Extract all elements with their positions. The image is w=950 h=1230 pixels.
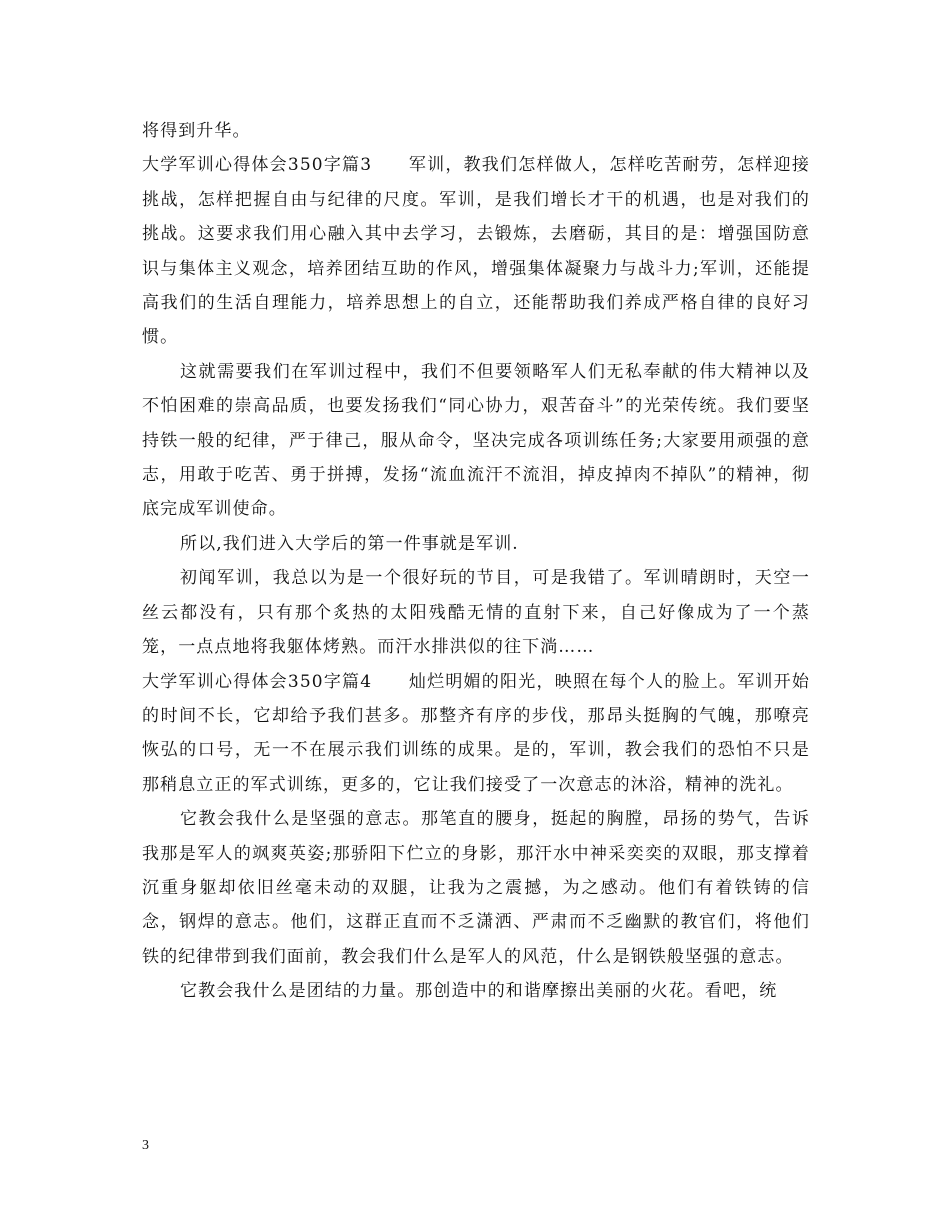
page-number: 3 (142, 1138, 149, 1153)
paragraph-6: 大学军训心得体会350字篇4 灿烂明媚的阳光，映照在每个人的脸上。军训开始的时间不长，它却给予我们甚多。那整齐有序的步伐，那昂头挺胸的气魄，那嘹亮恢弘的口号，无一不在展示我们训练的成果。是的，军训，教会我们的恐怕不只是那稍息立正的军式训练，更多的，它让我们接受了一次意志的沐浴，精神的洗礼。 (142, 671, 810, 795)
paragraph-8: 它教会我什么是团结的力量。那创造中的和谐摩擦出美丽的火花。看吧，统 (180, 981, 778, 1002)
paragraph-4: 所以,我们进入大学后的第一件事就是军训. (180, 533, 519, 554)
document-body (142, 114, 810, 1009)
paragraph-3: 这就需要我们在军训过程中，我们不但要领略军人们无私奉献的伟大精神以及不怕困难的崇高品质，也要发扬我们“同心协力，艰苦奋斗”的光荣传统。我们要坚持铁一般的纪律，严于律己，服从命令，坚决完成各项训练任务;大家要用顽强的意志，用敢于吃苦、勇于拼搏，发扬“流血流汗不流泪，掉皮掉肉不掉队”的精神，彻底完成军训使命。 (142, 361, 810, 520)
paragraph-2: 大学军训心得体会350字篇3 军训，教我们怎样做人，怎样吃苦耐劳，怎样迎接挑战，怎样把握自由与纪律的尺度。军训，是我们增长才干的机遇，也是对我们的挑战。这要求我们用心融入其中去学习，去锻炼，去磨砺，其目的是：增强国防意识与集体主义观念，培养团结互助的作风，增强集体凝聚力与战斗力;军训，还能提高我们的生活自理能力，培养思想上的自立，还能帮助我们养成严格自律的良好习惯。 (142, 155, 810, 348)
paragraph-5: 初闻军训，我总以为是一个很好玩的节目，可是我错了。军训晴朗时，天空一丝云都没有，只有那个炙热的太阳残酷无情的直射下来，自己好像成为了一个蒸笼，一点点地将我躯体烤熟。而汗水排洪似的往下淌…… (142, 568, 810, 658)
paragraph-1: 将得到升华。 (142, 121, 251, 141)
paragraph-7: 它教会我什么是坚强的意志。那笔直的腰身，挺起的胸膛，昂扬的势气，告诉我那是军人的飒爽英姿;那骄阳下伫立的身影，那汗水中神采奕奕的双眼，那支撑着沉重身躯却依旧丝毫未动的双腿，让我为之震撼，为之感动。他们有着铁铸的信念，钢焊的意志。他们，这群正直而不乏潇洒、严肃而不乏幽默的教官们，将他们铁的纪律带到我们面前，教会我们什么是军人的风范，什么是钢铁般坚强的意志。 (142, 809, 810, 967)
